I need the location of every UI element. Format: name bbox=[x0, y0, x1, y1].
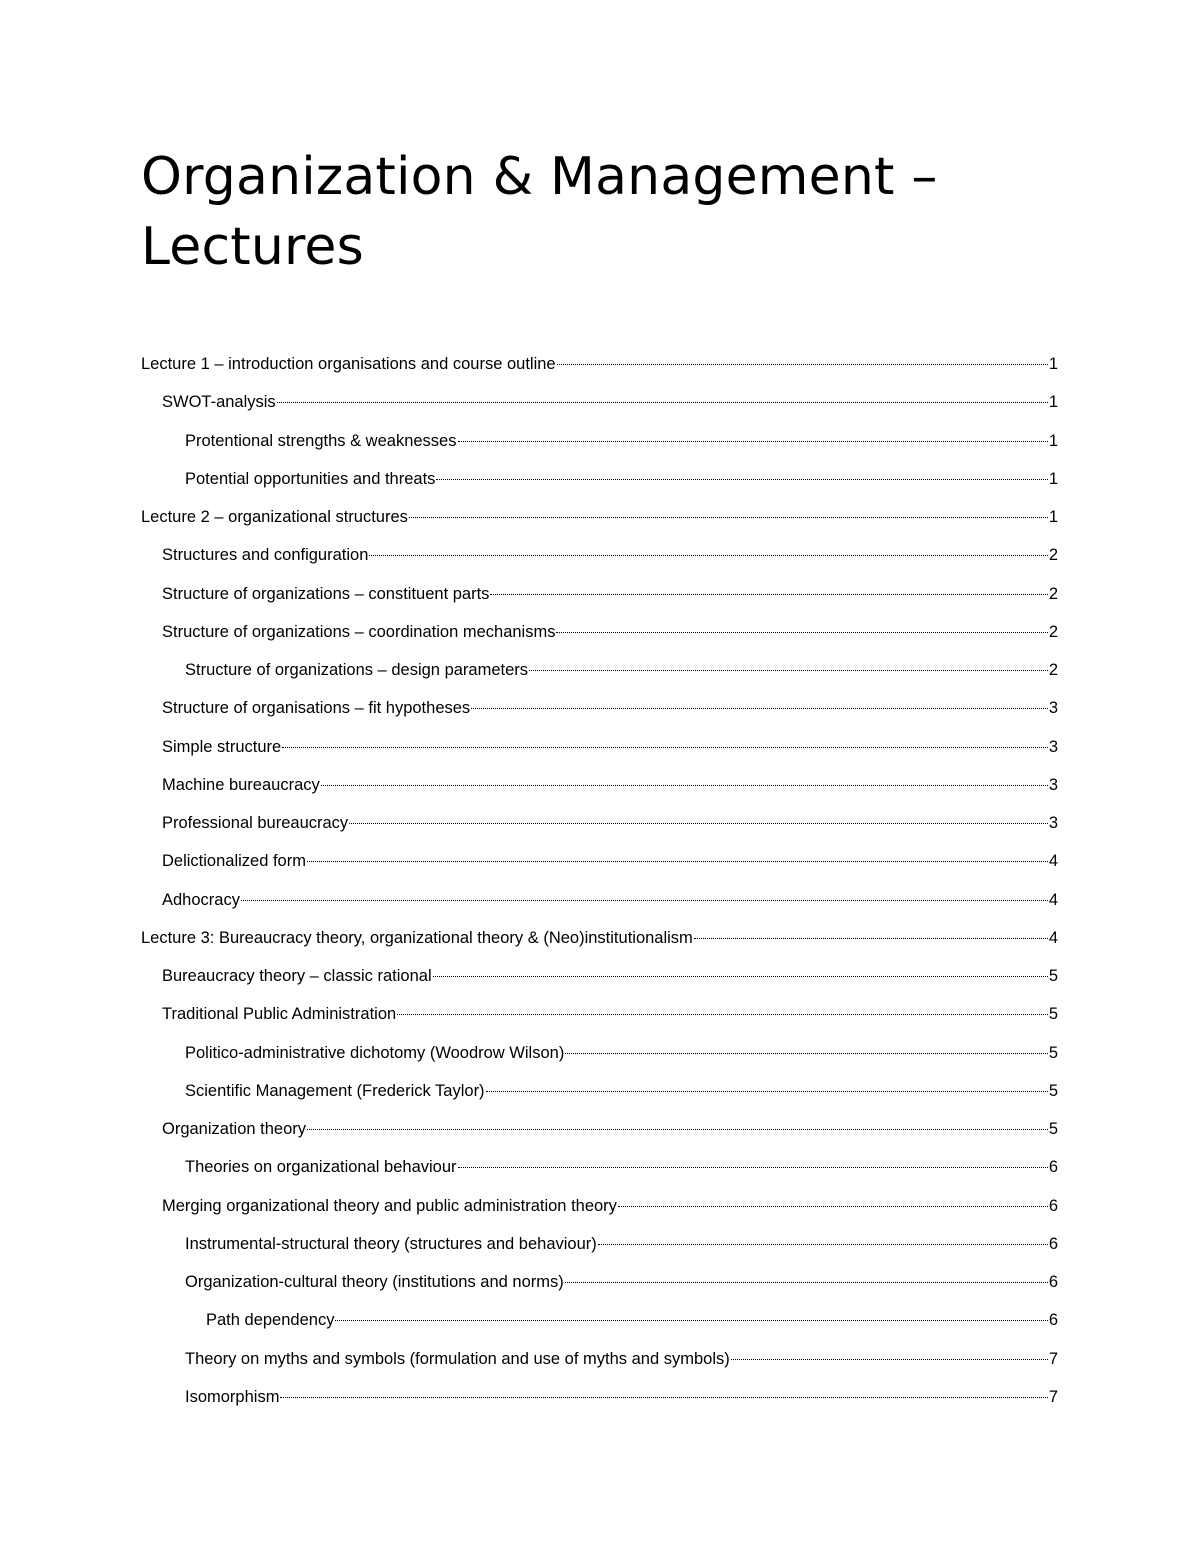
toc-entry[interactable] bbox=[141, 1072, 1058, 1110]
toc-page-number: 4 bbox=[1048, 928, 1058, 947]
toc-page-number: 5 bbox=[1048, 1043, 1058, 1062]
toc-page-number: 6 bbox=[1048, 1158, 1058, 1177]
toc-entry[interactable] bbox=[141, 613, 1058, 651]
toc-leader-dots bbox=[490, 593, 1047, 595]
toc-entry-text: Machine bureaucracy bbox=[162, 775, 320, 794]
toc-entry-text: Structures and configuration bbox=[162, 546, 369, 565]
toc-page-number: 1 bbox=[1048, 355, 1058, 373]
toc-entry[interactable] bbox=[141, 881, 1058, 919]
toc-leader-dots bbox=[557, 363, 1048, 365]
toc-entry-text: Theory on myths and symbols (formulation and use of myths and symbols) bbox=[185, 1349, 730, 1368]
toc-entry-text: Theories on organizational behaviour bbox=[185, 1158, 457, 1177]
toc-page-number: 2 bbox=[1048, 622, 1058, 641]
toc-leader-dots bbox=[321, 784, 1048, 786]
toc-leader-dots bbox=[397, 1013, 1048, 1015]
toc-page-number: 5 bbox=[1048, 1120, 1058, 1138]
toc-leader-dots bbox=[241, 899, 1048, 901]
toc-entry-text: Organization theory bbox=[162, 1120, 306, 1138]
toc-entry[interactable] bbox=[141, 345, 1058, 383]
toc-entry-text: Bureaucracy theory – classic rational bbox=[162, 967, 432, 985]
toc-entry-text: Structure of organizations – constituent parts bbox=[162, 584, 490, 603]
toc-entry-text: Politico-administrative dichotomy (Woodrow Wilson) bbox=[185, 1043, 565, 1062]
toc-entry[interactable] bbox=[141, 1378, 1058, 1416]
toc-entry[interactable] bbox=[141, 766, 1058, 804]
toc-leader-dots bbox=[471, 707, 1048, 709]
toc-entry-text: Isomorphism bbox=[185, 1387, 280, 1406]
toc-page-number: 3 bbox=[1048, 737, 1058, 756]
toc-entry-text: Potential opportunities and threats bbox=[185, 469, 436, 488]
toc-entry-text: SWOT-analysis bbox=[162, 393, 276, 412]
toc-leader-dots bbox=[731, 1358, 1048, 1360]
toc-page-number: 4 bbox=[1048, 852, 1058, 871]
toc-entry[interactable] bbox=[141, 460, 1058, 498]
toc-entry-text: Structure of organizations – design parameters bbox=[185, 661, 529, 679]
toc-page-number: 2 bbox=[1048, 584, 1058, 603]
toc-entry[interactable] bbox=[141, 1263, 1058, 1301]
toc-entry[interactable] bbox=[141, 422, 1058, 460]
toc-page-number: 2 bbox=[1048, 661, 1058, 679]
toc-leader-dots bbox=[282, 746, 1048, 748]
toc-leader-dots bbox=[694, 937, 1048, 939]
toc-entry-text: Delictionalized form bbox=[162, 852, 306, 871]
toc-entry[interactable] bbox=[141, 804, 1058, 842]
toc-leader-dots bbox=[458, 1166, 1048, 1168]
toc-entry[interactable] bbox=[141, 995, 1058, 1033]
toc-leader-dots bbox=[618, 1205, 1048, 1207]
toc-leader-dots bbox=[529, 669, 1048, 671]
toc-leader-dots bbox=[409, 516, 1048, 518]
toc-leader-dots bbox=[458, 440, 1048, 442]
toc-page-number: 5 bbox=[1048, 967, 1058, 985]
toc-entry-text: Structure of organizations – coordination mechanisms bbox=[162, 622, 556, 641]
toc-page-number: 7 bbox=[1048, 1349, 1058, 1368]
toc-entry-text: Protentional strengths & weaknesses bbox=[185, 431, 457, 450]
toc-page-number: 1 bbox=[1048, 469, 1058, 488]
toc-entry[interactable] bbox=[141, 1340, 1058, 1378]
toc-leader-dots bbox=[277, 401, 1048, 403]
toc-entry-text: Lecture 1 – introduction organisations and course outline bbox=[141, 355, 556, 373]
toc-entry[interactable] bbox=[141, 1301, 1058, 1339]
toc-entry[interactable] bbox=[141, 383, 1058, 421]
toc-page-number: 1 bbox=[1048, 431, 1058, 450]
toc-entry-text: Lecture 2 – organizational structures bbox=[141, 508, 408, 526]
toc-entry[interactable] bbox=[141, 1034, 1058, 1072]
toc-page-number: 3 bbox=[1048, 775, 1058, 794]
toc-leader-dots bbox=[307, 860, 1048, 862]
toc-page-number: 2 bbox=[1048, 546, 1058, 565]
toc-leader-dots bbox=[433, 975, 1048, 977]
toc-page-number: 5 bbox=[1048, 1081, 1058, 1100]
toc-page-number: 7 bbox=[1048, 1387, 1058, 1406]
toc-page-number: 3 bbox=[1048, 814, 1058, 832]
toc-page-number: 4 bbox=[1048, 890, 1058, 909]
toc-entry[interactable] bbox=[141, 575, 1058, 613]
toc-entry-text: Instrumental-structural theory (structures and behaviour) bbox=[185, 1234, 597, 1253]
toc-leader-dots bbox=[307, 1128, 1048, 1130]
toc-entry[interactable] bbox=[141, 1225, 1058, 1263]
toc-entry-text: Adhocracy bbox=[162, 890, 240, 909]
toc-entry-text: Scientific Management (Frederick Taylor) bbox=[185, 1081, 485, 1100]
toc-entry[interactable] bbox=[141, 1187, 1058, 1225]
toc-entry-text: Traditional Public Administration bbox=[162, 1005, 397, 1024]
toc-entry[interactable] bbox=[141, 536, 1058, 574]
toc-leader-dots bbox=[436, 478, 1047, 480]
toc-entry-text: Simple structure bbox=[162, 737, 282, 756]
toc-entry[interactable] bbox=[141, 1148, 1058, 1186]
toc-entry[interactable] bbox=[141, 689, 1058, 727]
toc-entry-text: Structure of organisations – fit hypotheses bbox=[162, 699, 471, 718]
toc-page-number: 6 bbox=[1048, 1196, 1058, 1215]
toc-leader-dots bbox=[335, 1319, 1047, 1321]
toc-entry-text: Merging organizational theory and public administration theory bbox=[162, 1196, 617, 1215]
toc-entry[interactable] bbox=[141, 957, 1058, 995]
toc-leader-dots bbox=[486, 1090, 1048, 1092]
toc-page-number: 1 bbox=[1048, 393, 1058, 412]
toc-leader-dots bbox=[280, 1396, 1047, 1398]
toc-entry[interactable] bbox=[141, 498, 1058, 536]
toc-page-number: 6 bbox=[1048, 1311, 1058, 1330]
toc-leader-dots bbox=[565, 1281, 1048, 1283]
toc-entry[interactable] bbox=[141, 651, 1058, 689]
toc-entry-text: Lecture 3: Bureaucracy theory, organizational theory & (Neo)institutionalism bbox=[141, 928, 693, 947]
table-of-contents bbox=[141, 345, 1058, 1416]
toc-page-number: 6 bbox=[1048, 1273, 1058, 1291]
toc-entry[interactable] bbox=[141, 842, 1058, 880]
toc-leader-dots bbox=[369, 554, 1047, 556]
toc-entry-text: Path dependency bbox=[206, 1311, 335, 1330]
toc-entry[interactable] bbox=[141, 728, 1058, 766]
toc-leader-dots bbox=[556, 631, 1047, 633]
toc-entry[interactable] bbox=[141, 1110, 1058, 1148]
toc-page-number: 3 bbox=[1048, 699, 1058, 718]
toc-leader-dots bbox=[565, 1052, 1047, 1054]
toc-entry[interactable] bbox=[141, 919, 1058, 957]
toc-entry-text: Professional bureaucracy bbox=[162, 814, 349, 832]
toc-leader-dots bbox=[349, 822, 1048, 824]
toc-leader-dots bbox=[598, 1243, 1048, 1245]
toc-entry-text: Organization-cultural theory (institutions and norms) bbox=[185, 1273, 564, 1291]
toc-page-number: 1 bbox=[1048, 508, 1058, 526]
document-title: Organization & Management – Lectures bbox=[141, 147, 938, 277]
toc-page-number: 6 bbox=[1048, 1234, 1058, 1253]
toc-page-number: 5 bbox=[1048, 1005, 1058, 1024]
